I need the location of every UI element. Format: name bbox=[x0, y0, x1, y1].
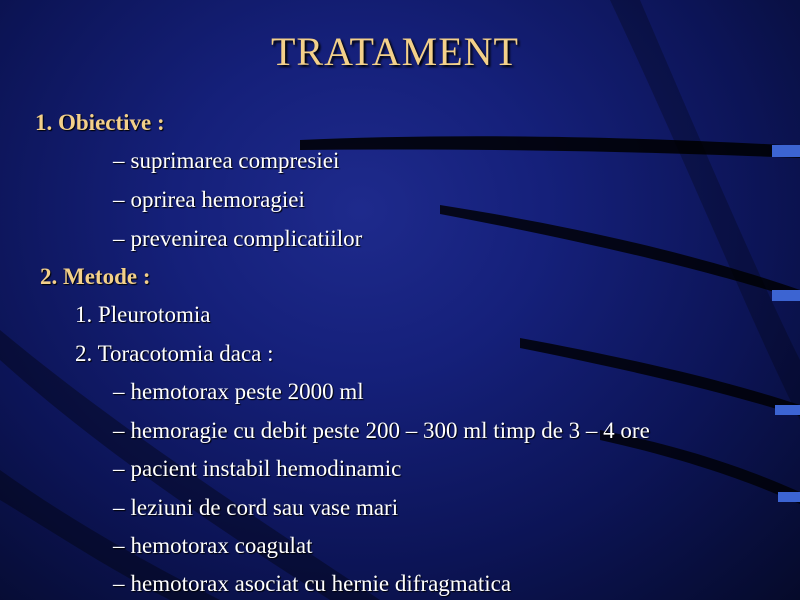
swoosh-3 bbox=[520, 338, 800, 416]
condition-item bbox=[113, 379, 364, 405]
accent-mark-3 bbox=[775, 405, 800, 415]
bullet-dash: – bbox=[113, 533, 125, 558]
bullet-dash: – bbox=[113, 456, 125, 481]
bullet-dash: – bbox=[113, 495, 125, 520]
condition-item bbox=[113, 533, 313, 559]
objective-text: suprimarea compresiei bbox=[130, 148, 340, 173]
condition-text: hemotorax coagulat bbox=[130, 533, 313, 558]
method-item-toracotomia: 2. Toracotomia daca : bbox=[75, 341, 274, 366]
objective-text: prevenirea complicatiilor bbox=[130, 226, 363, 251]
objective-text: oprirea hemoragiei bbox=[130, 187, 305, 212]
swoosh-1 bbox=[300, 136, 800, 158]
bullet-dash: – bbox=[113, 226, 125, 251]
objective-item bbox=[113, 226, 362, 252]
condition-item bbox=[113, 571, 511, 597]
condition-text: hemotorax peste 2000 ml bbox=[130, 379, 364, 404]
objective-item bbox=[113, 148, 339, 174]
bullet-dash: – bbox=[113, 379, 125, 404]
bullet-dash: – bbox=[113, 187, 125, 212]
condition-item bbox=[113, 418, 650, 444]
accent-mark-4 bbox=[778, 492, 800, 502]
heading-objectives: 1. Obiective : bbox=[35, 110, 165, 135]
bullet-dash: – bbox=[113, 571, 125, 596]
condition-item bbox=[113, 495, 398, 521]
condition-text: hemotorax asociat cu hernie difragmatica bbox=[130, 571, 512, 596]
accent-mark-2 bbox=[772, 290, 800, 301]
slide-title: TRATAMENT bbox=[270, 29, 519, 74]
bullet-dash: – bbox=[113, 418, 125, 443]
objective-item bbox=[113, 187, 305, 213]
condition-text: pacient instabil hemodinamic bbox=[130, 456, 402, 481]
method-item-pleurotomia: 1. Pleurotomia bbox=[75, 302, 211, 327]
condition-text: leziuni de cord sau vase mari bbox=[130, 495, 399, 520]
heading-methods: 2. Metode : bbox=[40, 264, 151, 289]
condition-item bbox=[113, 456, 401, 482]
bullet-dash: – bbox=[113, 148, 125, 173]
condition-text: hemoragie cu debit peste 200 – 300 ml timp de 3 – 4 ore bbox=[130, 418, 650, 443]
accent-mark-1 bbox=[772, 145, 800, 157]
